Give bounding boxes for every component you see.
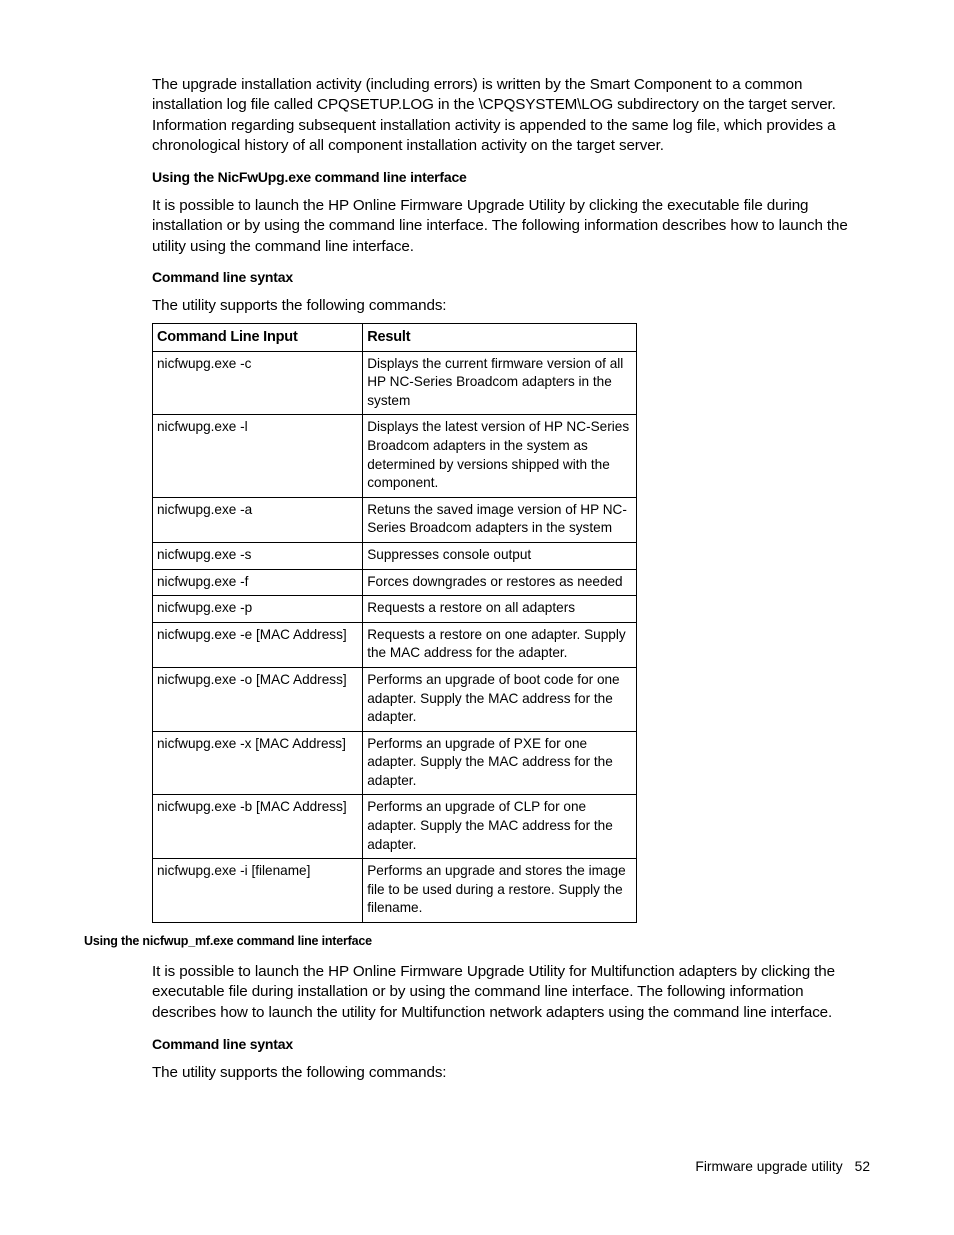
command-result: Performs an upgrade and stores the image file to be used during a restore. Supply the filename.: [363, 859, 637, 923]
command-input: nicfwupg.exe -i [filename]: [153, 859, 363, 923]
command-input: nicfwupg.exe -c: [153, 351, 363, 415]
section1-lead-in: The utility supports the following commands:: [152, 297, 447, 314]
command-input: nicfwupg.exe -f: [153, 569, 363, 596]
command-input: nicfwupg.exe -a: [153, 497, 363, 542]
table-row: [153, 569, 637, 596]
table-header-row: [153, 324, 637, 352]
command-result: Displays the latest version of HP NC-Series Broadcom adapters in the system as determined by versions shipped with the component.: [363, 415, 637, 497]
section1-subheading: Command line syntax: [152, 269, 293, 285]
command-input: nicfwupg.exe -x [MAC Address]: [153, 731, 363, 795]
command-input: nicfwupg.exe -p: [153, 596, 363, 623]
command-input: nicfwupg.exe -s: [153, 542, 363, 569]
section2-subheading: Command line syntax: [152, 1036, 293, 1052]
section2-paragraph: It is possible to launch the HP Online Firmware Upgrade Utility for Multifunction adapters by clicking the executable file during installation or by using the command line interface. The following information describes how to launch the utility for Multifunction network adapters using the command line interface.: [152, 963, 835, 1021]
section2-lead-in: The utility supports the following commands:: [152, 1064, 447, 1081]
command-input: nicfwupg.exe -l: [153, 415, 363, 497]
command-result: Performs an upgrade of boot code for one adapter. Supply the MAC address for the adapter.: [363, 667, 637, 731]
table-row: [153, 622, 637, 667]
column-header-result: Result: [363, 324, 637, 352]
command-result: Forces downgrades or restores as needed: [363, 569, 637, 596]
table-row: [153, 795, 637, 859]
table-row: [153, 415, 637, 497]
page-footer: [695, 1158, 870, 1176]
table-row: [153, 667, 637, 731]
command-result: Retuns the saved image version of HP NC-Series Broadcom adapters in the system: [363, 497, 637, 542]
column-header-input: Command Line Input: [153, 324, 363, 352]
table-row: [153, 596, 637, 623]
command-input: nicfwupg.exe -o [MAC Address]: [153, 667, 363, 731]
section-heading-nicfwupg: Using the NicFwUpg.exe command line interface: [152, 169, 467, 185]
command-result: Suppresses console output: [363, 542, 637, 569]
table-row: [153, 859, 637, 923]
command-result: Displays the current firmware version of all HP NC-Series Broadcom adapters in the system: [363, 351, 637, 415]
command-input: nicfwupg.exe -e [MAC Address]: [153, 622, 363, 667]
footer-section-title: Firmware upgrade utility: [695, 1159, 843, 1174]
command-input: nicfwupg.exe -b [MAC Address]: [153, 795, 363, 859]
table-row: [153, 542, 637, 569]
command-result: Performs an upgrade of CLP for one adapter. Supply the MAC address for the adapter.: [363, 795, 637, 859]
command-result: Requests a restore on all adapters: [363, 596, 637, 623]
table-row: [153, 351, 637, 415]
page-number: 52: [854, 1159, 870, 1174]
section-heading-nicfwup-mf: Using the nicfwup_mf.exe command line interface: [84, 934, 372, 948]
table-row: [153, 497, 637, 542]
table-row: [153, 731, 637, 795]
intro-paragraph: The upgrade installation activity (including errors) is written by the Smart Component to a common installation log file called CPQSETUP.LOG in the \CPQSYSTEM\LOG subdirectory on the target server. Information regarding subsequent installation activity is appended to the same log file, which provides a chronological history of all component installation activity on the target server.: [152, 76, 836, 154]
command-table: [152, 323, 637, 923]
command-result: Requests a restore on one adapter. Supply the MAC address for the adapter.: [363, 622, 637, 667]
command-result: Performs an upgrade of PXE for one adapter. Supply the MAC address for the adapter.: [363, 731, 637, 795]
section1-paragraph: It is possible to launch the HP Online Firmware Upgrade Utility by clicking the executable file during installation or by using the command line interface. The following information describes how to launch the utility using the command line interface.: [152, 197, 848, 255]
